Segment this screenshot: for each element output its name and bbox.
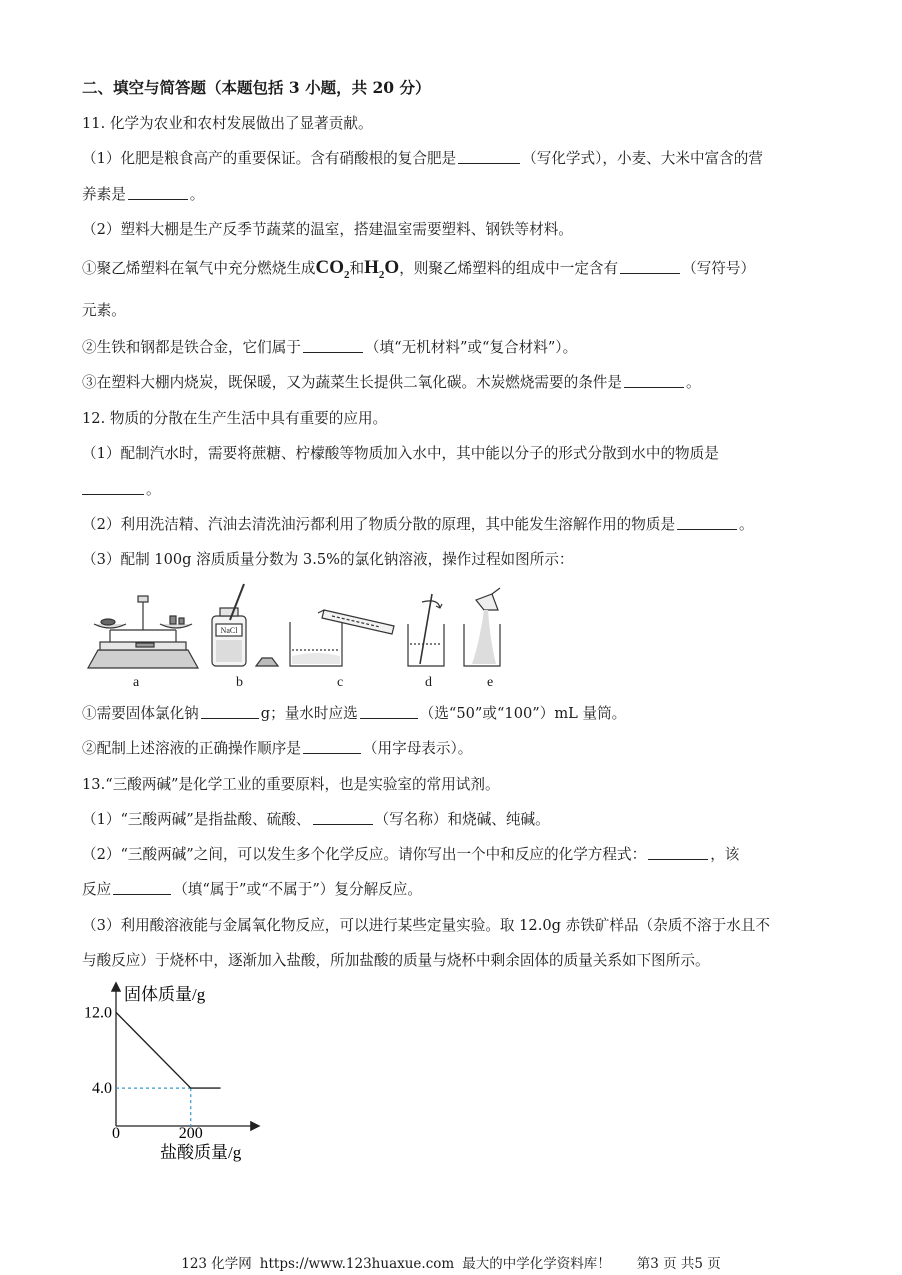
answer-blank[interactable] [677,515,737,530]
answer-blank[interactable] [303,739,361,754]
lab-procedure-figure [80,580,510,675]
x-tick-label: 200 [178,1125,203,1142]
answer-blank[interactable] [360,704,418,719]
co2-formula: $CO_2$ [315,257,350,281]
footer-url[interactable]: https://www.123huaxue.com [259,1256,455,1272]
h2o-formula: $H_2O$ [364,257,400,281]
q13-part1: （1）“三酸两碱”是指盐酸、硫酸、 （写名称）和烧碱、纯碱。 [82,811,550,828]
q13-part2-line2: 反应 （填“属于”或“不属于”）复分解反应。 [82,881,422,898]
q13-part3-line1: （3）利用酸溶液能与金属氧化物反应，可以进行某些定量实验。取 12.0g 赤铁矿样品（杂质不溶于水且不 [82,917,770,934]
q12-stem: 12. 物质的分散在生产生活中具有重要的应用。 [82,410,388,427]
answer-blank[interactable] [313,810,373,825]
figure-label-a: a [133,675,140,690]
bottle-label: NaCl [220,626,238,635]
y-axis-label: 固体质量/g [124,985,206,1004]
q13-part3-line2: 与酸反应）于烧杯中，逐渐加入盐酸，所加盐酸的质量与烧杯中剩余固体的质量关系如下图所示。 [82,952,710,969]
q11-part1-line2: 养素是 。 [82,186,205,203]
answer-blank[interactable] [620,259,680,274]
q11-sub1-line2: 元素。 [82,302,126,319]
q11-sub1-line1: ①聚乙烯塑料在氧气中充分燃烧生成$CO_2$和$H_2O$，则聚乙烯塑料的组成中一定含有 （写符号） [82,257,756,281]
section-heading: 二、填空与简答题（本题包括 3 小题，共 20 分） [82,78,431,97]
footer-slogan: 最大的中学化学资料库！ [462,1256,611,1272]
transfer-solid-illustration [464,588,500,666]
q12-sub1: ①需要固体氯化钠 g；量水时应选 （选“50”或“100”）mL 量筒。 [82,705,627,722]
q12-part1-line1: （1）配制汽水时，需要将蔗糖、柠檬酸等物质加入水中，其中能以分子的形式分散到水中的物质是 [82,445,719,462]
series-line [116,1012,221,1088]
stirring-illustration [408,594,444,666]
page-footer [0,1252,902,1272]
answer-blank[interactable] [128,185,188,200]
q11-sub3: ③在塑料大棚内烧炭，既保暖，又为蔬菜生长提供二氧化碳。木炭燃烧需要的条件是 。 [82,374,701,391]
q11-stem: 11. 化学为农业和农村发展做出了显著贡献。 [82,115,373,132]
q13-part2-line1: （2）“三酸两碱”之间，可以发生多个化学反应。请你写出一个中和反应的化学方程式： ，该 [82,846,740,863]
q12-sub2: ②配制上述溶液的正确操作顺序是 （用字母表示）。 [82,740,473,757]
balance-illustration [88,596,198,668]
q12-part3: （3）配制 100g 溶质质量分数为 3.5%的氯化钠溶液，操作过程如图所示： [82,551,574,568]
answer-blank[interactable] [648,845,708,860]
answer-blank[interactable] [201,704,259,719]
figure-label-e: e [487,675,494,690]
origin-label: 0 [112,1125,120,1142]
q12-part1-line2: 。 [82,480,161,500]
figure-label-c: c [337,675,344,690]
y-tick-label: 12.0 [84,1004,112,1022]
footer-site: 123 化学网 [181,1256,252,1272]
footer-page-number: 第3 页 共5 页 [636,1256,721,1272]
figure-label-b: b [236,675,243,690]
answer-blank[interactable] [82,480,144,495]
answer-blank[interactable] [458,149,520,164]
q12-part2: （2）利用洗洁精、汽油去清洗油污都利用了物质分散的原理，其中能发生溶解作用的物质是 。 [82,516,754,533]
figure-label-d: d [425,675,432,690]
x-axis-label: 盐酸质量/g [160,1143,242,1162]
mass-relation-chart [72,978,312,1168]
answer-blank[interactable] [624,373,684,388]
q11-part1-line1: （1）化肥是粮食高产的重要保证。含有硝酸根的复合肥是 （写化学式），小麦、大米中富含的营 [82,150,763,167]
q13-stem: 13.“三酸两碱”是化学工业的重要原料，也是实验室的常用试剂。 [82,776,500,793]
y-tick-label: 4.0 [92,1080,112,1098]
q11-sub2: ②生铁和钢都是铁合金，它们属于 （填“无机材料”或“复合材料”）。 [82,339,578,356]
reagent-bottle-illustration [212,584,278,666]
answer-blank[interactable] [303,338,363,353]
pouring-cylinder-illustration [290,610,394,666]
answer-blank[interactable] [113,880,171,895]
q11-part2: （2）塑料大棚是生产反季节蔬菜的温室，搭建温室需要塑料、钢铁等材料。 [82,221,573,238]
